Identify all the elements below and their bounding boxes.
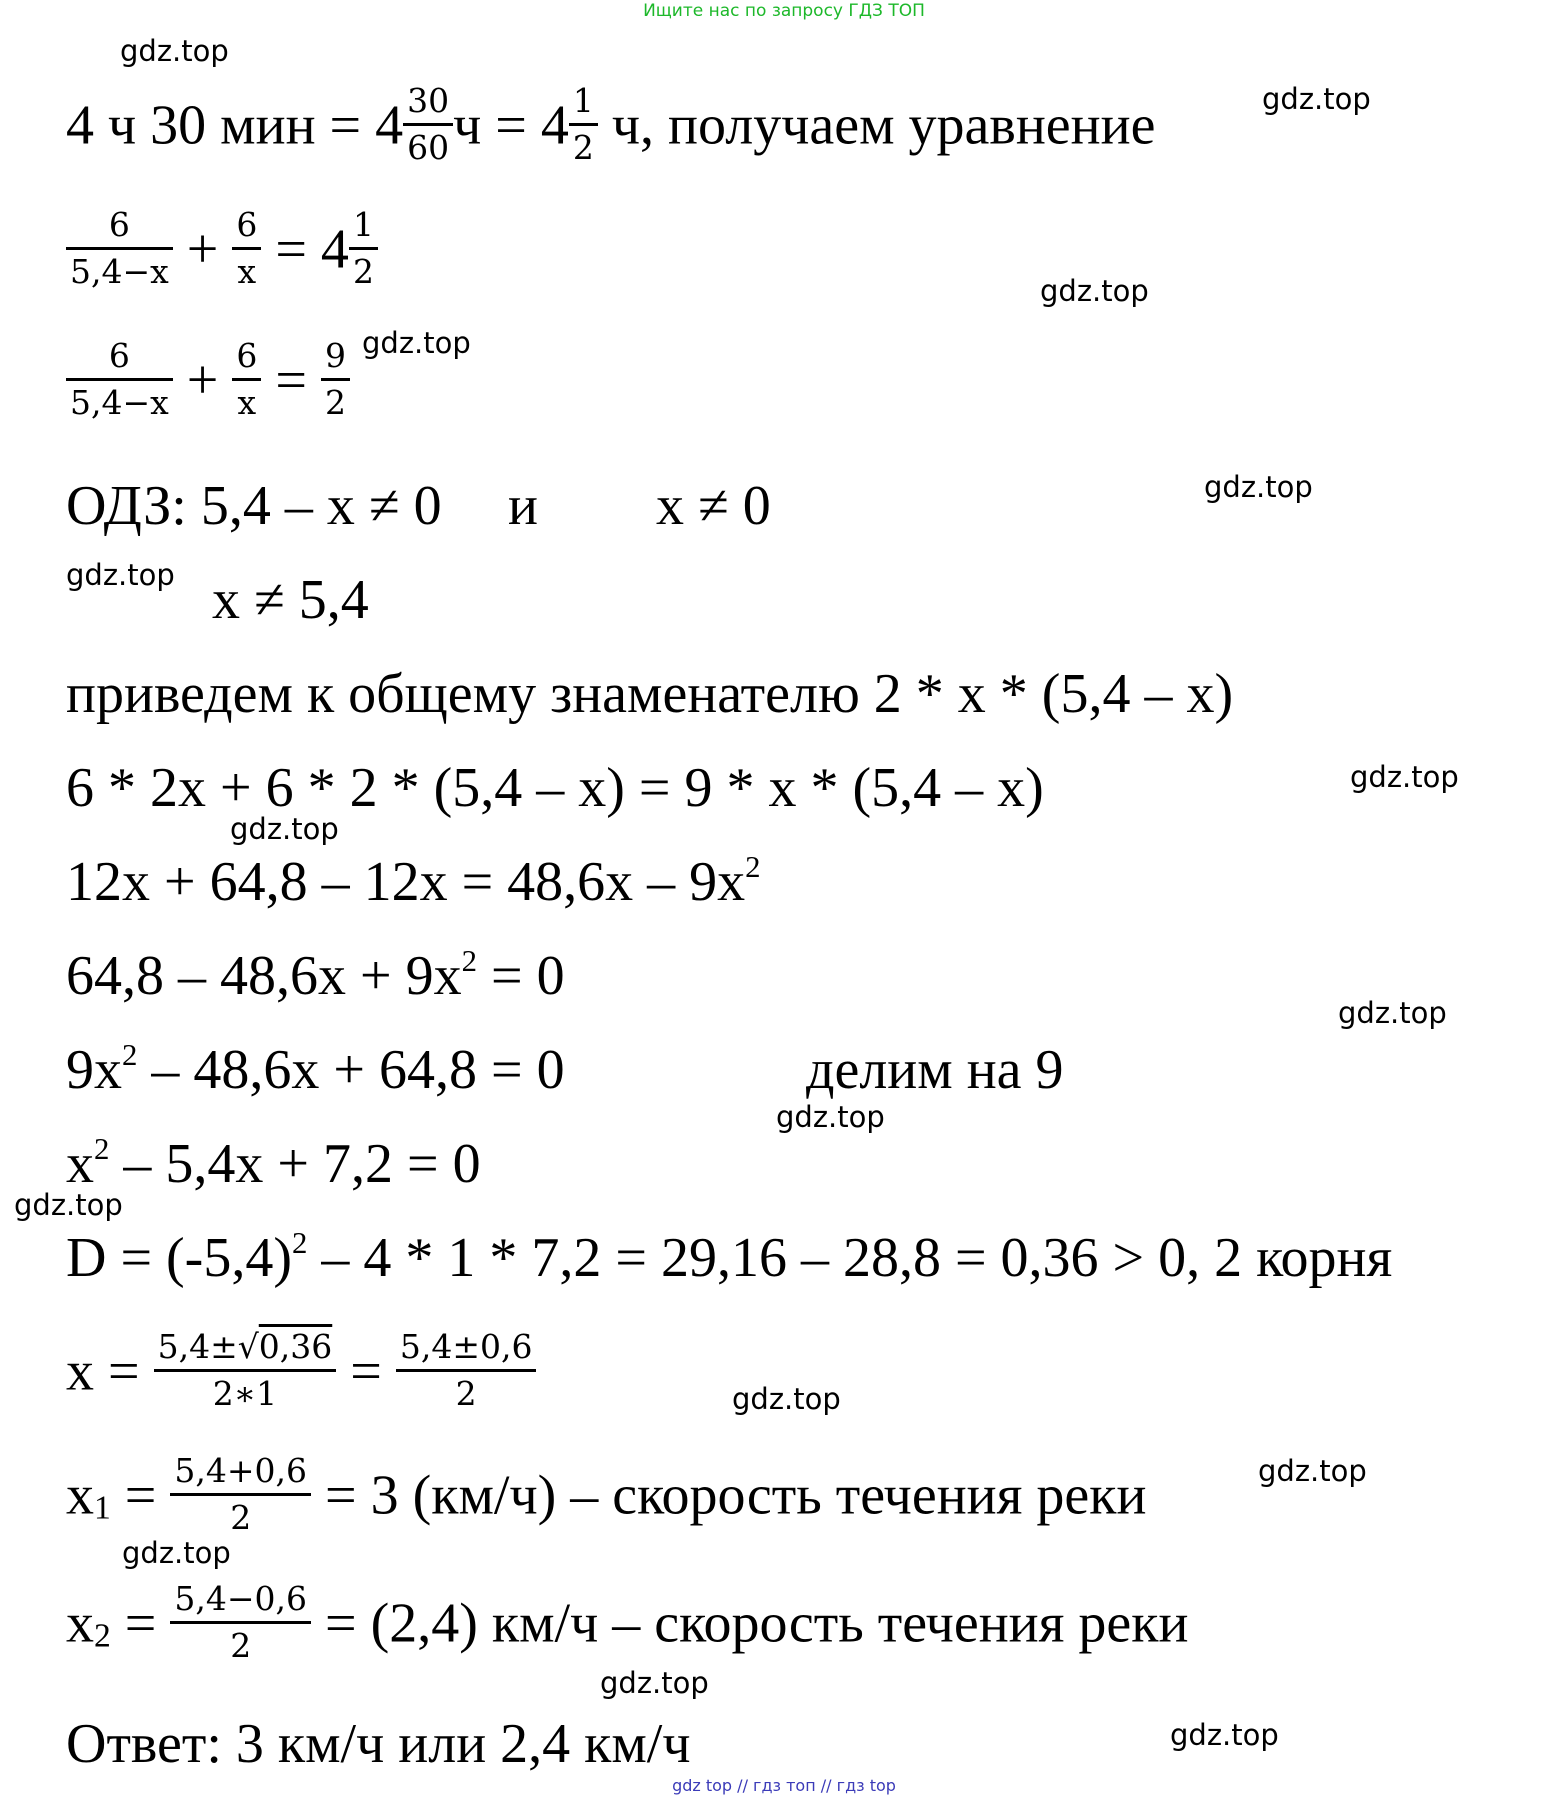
watermark: gdz.top: [732, 1382, 841, 1416]
watermark: gdz.top: [14, 1188, 123, 1222]
line-time-conversion: [66, 81, 1156, 173]
watermark: gdz.top: [1258, 1454, 1367, 1488]
footer-links: [0, 1776, 1568, 1795]
line-reduced-quadratic: $x^2 - 5,4x + 7,2 = 0$: [66, 1132, 481, 1195]
time-tail: ч, получаем уравнение: [597, 94, 1156, 157]
odz-first-condition: ОДЗ: 5,4 – x ≠ 0: [66, 475, 442, 537]
fraction-30-60: $\frac{30}{60}$: [403, 82, 453, 167]
watermark: gdz.top: [776, 1100, 885, 1134]
odz-second-condition: x ≠ 0: [656, 475, 771, 537]
fraction-roots-sqrt: $\frac{5,4\pm√0,36}{2∗1}$: [154, 1328, 337, 1413]
line-answer: Ответ: 3 км/ч или 2,4 км/ч: [66, 1713, 691, 1775]
watermark: gdz.top: [600, 1666, 709, 1700]
watermark: gdz.top: [1204, 470, 1313, 504]
fraction-roots-simplified: $\frac{5,4\pm 0,6}{2}$: [396, 1328, 537, 1413]
divide-by-nine-note: делим на 9: [806, 1039, 1064, 1101]
fraction-x2: $\frac{5,4-0,6}{2}$: [170, 1580, 311, 1665]
watermark: gdz.top: [1170, 1718, 1279, 1752]
fraction-9-2: $\frac{9}{2}$: [321, 337, 350, 422]
fraction-6-over-5.4-x: $\frac{6}{5,4-x}$: [66, 337, 173, 422]
footer-link-gdz-top-ru[interactable]: гдз топ: [753, 1776, 816, 1795]
line-equation-mixed: [66, 205, 378, 297]
fraction-6-over-x: $\frac{6}{x}$: [232, 337, 261, 422]
watermark: gdz.top: [230, 812, 339, 846]
time-mid: ч = 4: [453, 94, 569, 157]
line-root-x2: $x_2$ = $\frac{5,4-0,6}{2}$ = (2,4) км/ч – скорость течения реки: [66, 1579, 1189, 1665]
footer-link-gdz-top-mixed[interactable]: гдз top: [836, 1776, 896, 1795]
watermark: gdz.top: [1262, 82, 1371, 116]
odz-and: и: [508, 475, 538, 537]
line-simplify: $12x + 64,8 - 12x = 48,6x - 9x^2$: [66, 850, 761, 913]
line-standard-form: $9x^2 - 48,6x + 64,8 = 0$: [66, 1038, 565, 1101]
line-root-x1: $x_1$ = $\frac{5,4+0,6}{2}$ = 3 (км/ч) – скорость течения реки: [66, 1451, 1147, 1537]
line-discriminant: $D = (-5,4)^2 - 4 * 1 * 7,2 = 29,16 - 28,8 = 0,36 > 0$, 2 корня: [66, 1226, 1393, 1289]
plus-sign: +: [172, 349, 233, 412]
watermark: gdz.top: [1338, 996, 1447, 1030]
equals-four: = 4: [261, 218, 349, 281]
equals-sign: =: [261, 349, 321, 412]
watermark: gdz.top: [66, 558, 175, 592]
equals-sign: =: [336, 1340, 396, 1403]
footer-separator: //: [737, 1776, 748, 1795]
fraction-6-over-5.4-x: $\frac{6}{5,4-x}$: [66, 206, 173, 291]
watermark: gdz.top: [122, 1536, 231, 1570]
line-expanded-equation: 6 * 2x + 6 * 2 * (5,4 – x) = 9 * x * (5,4 – x): [66, 757, 1044, 819]
line-common-denominator: приведем к общему знаменателю 2 * x * (5,4 – x): [66, 663, 1234, 725]
footer-separator: //: [820, 1776, 832, 1795]
watermark: gdz.top: [1350, 760, 1459, 794]
fraction-1-2: $\frac{1}{2}$: [349, 206, 378, 291]
line-roots-formula: x = $\frac{5,4\pm√0,36}{2∗1}$ = $\frac{5,4\pm 0,6}{2}$: [66, 1334, 536, 1419]
watermark: gdz.top: [362, 326, 471, 360]
plus-sign: +: [172, 218, 233, 281]
line-x-not-5.4: x ≠ 5,4: [212, 569, 369, 631]
footer-link-gdz-top[interactable]: gdz top: [672, 1776, 733, 1795]
watermark: gdz.top: [1040, 274, 1149, 308]
line-rearranged: $64,8 - 48,6x + 9x^2 = 0$: [66, 944, 565, 1007]
fraction-1-2: $\frac{1}{2}$: [569, 82, 598, 167]
line-odz: [66, 475, 442, 537]
fraction-x1: $\frac{5,4+0,6}{2}$: [170, 1452, 311, 1537]
fraction-6-over-x: $\frac{6}{x}$: [232, 206, 261, 291]
time-lead: 4 ч 30 мин = 4: [66, 94, 404, 157]
line-equation-improper: [66, 336, 350, 428]
top-banner: Ищите нас по запросу ГДЗ ТОП: [643, 1, 925, 21]
watermark: gdz.top: [120, 34, 229, 68]
